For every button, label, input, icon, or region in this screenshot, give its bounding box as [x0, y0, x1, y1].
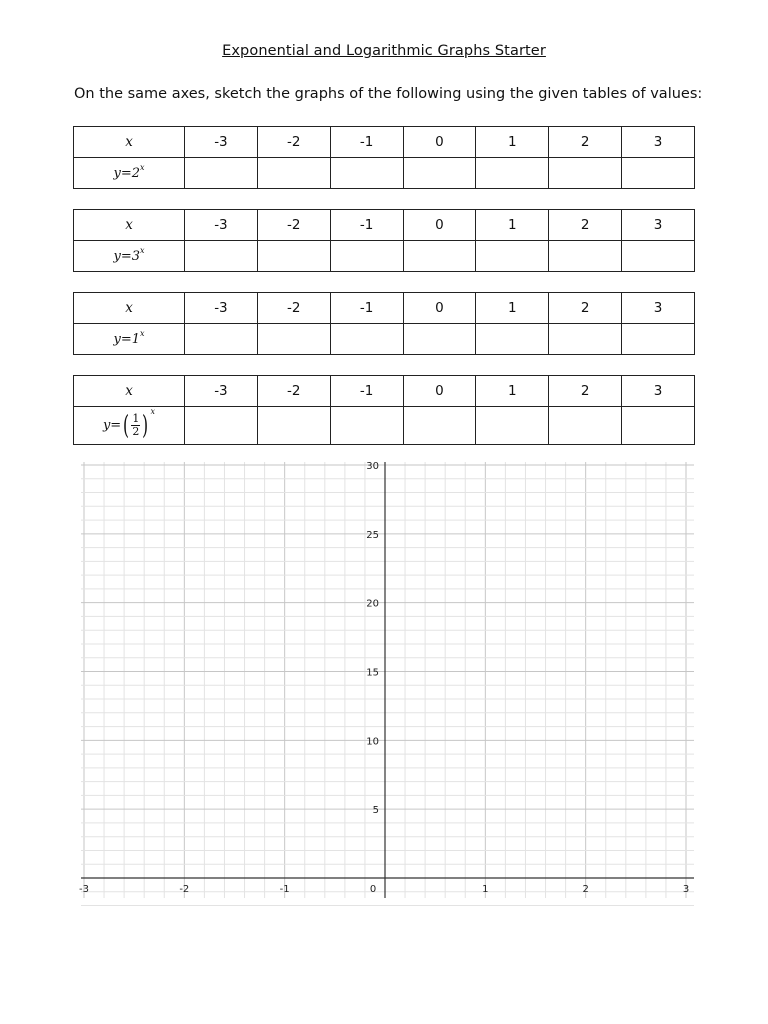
- y-cell[interactable]: [403, 241, 476, 272]
- y-cell[interactable]: [403, 407, 476, 445]
- y-cell[interactable]: [403, 158, 476, 189]
- x-value: -2: [257, 210, 330, 241]
- y-cell[interactable]: [403, 324, 476, 355]
- x-header: x: [74, 127, 185, 158]
- x-value: 2: [549, 127, 622, 158]
- x-tick-label: 2: [582, 884, 589, 895]
- y-tick-label: 30: [366, 461, 379, 472]
- y-cell[interactable]: [549, 241, 622, 272]
- values-table-3x: [73, 209, 695, 272]
- x-value: -2: [257, 293, 330, 324]
- y-cell[interactable]: [257, 324, 330, 355]
- x-value: 1: [476, 127, 549, 158]
- worksheet-title: Exponential and Logarithmic Graphs Starter: [222, 43, 546, 59]
- y-tick-label: 15: [366, 667, 379, 679]
- y-cell[interactable]: [330, 241, 403, 272]
- y-cell[interactable]: [549, 324, 622, 355]
- x-value: -2: [257, 376, 330, 407]
- x-value: -3: [185, 376, 258, 407]
- x-value: -2: [257, 127, 330, 158]
- y-tick-label: 5: [372, 805, 379, 817]
- function-label: $y=3^x$: [74, 241, 185, 272]
- y-cell[interactable]: [185, 324, 258, 355]
- x-value: 2: [549, 210, 622, 241]
- x-value: 1: [476, 293, 549, 324]
- y-cell[interactable]: [476, 241, 549, 272]
- x-value: -3: [185, 293, 258, 324]
- x-tick-label: 0: [369, 884, 377, 895]
- function-label: $y=2^x$: [74, 158, 185, 189]
- y-cell[interactable]: [476, 324, 549, 355]
- y-cell[interactable]: [257, 158, 330, 189]
- values-table-half-x: [73, 375, 695, 445]
- x-value: 1: [476, 210, 549, 241]
- y-cell[interactable]: [622, 407, 695, 445]
- x-tick-label: -2: [179, 884, 190, 895]
- x-tick-label: 3: [682, 884, 690, 895]
- y-cell[interactable]: [330, 407, 403, 445]
- x-value: 0: [403, 127, 476, 158]
- x-value: 0: [403, 210, 476, 241]
- x-header: x: [74, 293, 185, 324]
- x-tick-label: -1: [279, 884, 290, 895]
- coordinate-grid[interactable]: [70, 460, 700, 910]
- fraction-numerator: 1: [132, 412, 140, 425]
- x-value: 0: [403, 376, 476, 407]
- instruction-text: On the same axes, sketch the graphs of the following using the given tables of values:: [74, 86, 703, 102]
- x-value: 3: [622, 376, 695, 407]
- y-cell[interactable]: [185, 241, 258, 272]
- y-cell[interactable]: [330, 324, 403, 355]
- y-cell[interactable]: [185, 407, 258, 445]
- x-value: 2: [549, 376, 622, 407]
- y-cell[interactable]: [185, 158, 258, 189]
- values-table-2x: [73, 126, 695, 189]
- y-cell[interactable]: [549, 158, 622, 189]
- y-tick-label: 20: [366, 598, 379, 610]
- y-cell[interactable]: [476, 407, 549, 445]
- x-value: 2: [549, 293, 622, 324]
- x-value: 3: [622, 127, 695, 158]
- function-label: $y=1^x$: [74, 324, 185, 355]
- x-tick-label: 1: [482, 884, 489, 895]
- x-value: -3: [185, 210, 258, 241]
- values-table-1x: [73, 292, 695, 355]
- y-tick-label: 10: [366, 736, 379, 748]
- x-value: -1: [330, 376, 403, 407]
- x-value: 0: [403, 293, 476, 324]
- y-cell[interactable]: [622, 241, 695, 272]
- x-header: x: [74, 210, 185, 241]
- x-tick-label: -3: [79, 884, 89, 895]
- y-cell[interactable]: [257, 407, 330, 445]
- x-value: 1: [476, 376, 549, 407]
- y-cell[interactable]: [330, 158, 403, 189]
- y-cell[interactable]: [622, 158, 695, 189]
- x-value: 3: [622, 210, 695, 241]
- x-value: -1: [330, 293, 403, 324]
- fraction-denominator: 2: [132, 425, 140, 438]
- x-value: -3: [185, 127, 258, 158]
- y-tick-label: 25: [366, 529, 379, 541]
- y-cell[interactable]: [257, 241, 330, 272]
- y-cell[interactable]: [622, 324, 695, 355]
- y-cell[interactable]: [476, 158, 549, 189]
- x-header: x: [74, 376, 185, 407]
- x-value: -1: [330, 127, 403, 158]
- x-value: 3: [622, 293, 695, 324]
- function-label: y= ( $\frac{1}{2}$ ) $^x$: [74, 407, 185, 445]
- x-value: -1: [330, 210, 403, 241]
- y-cell[interactable]: [549, 407, 622, 445]
